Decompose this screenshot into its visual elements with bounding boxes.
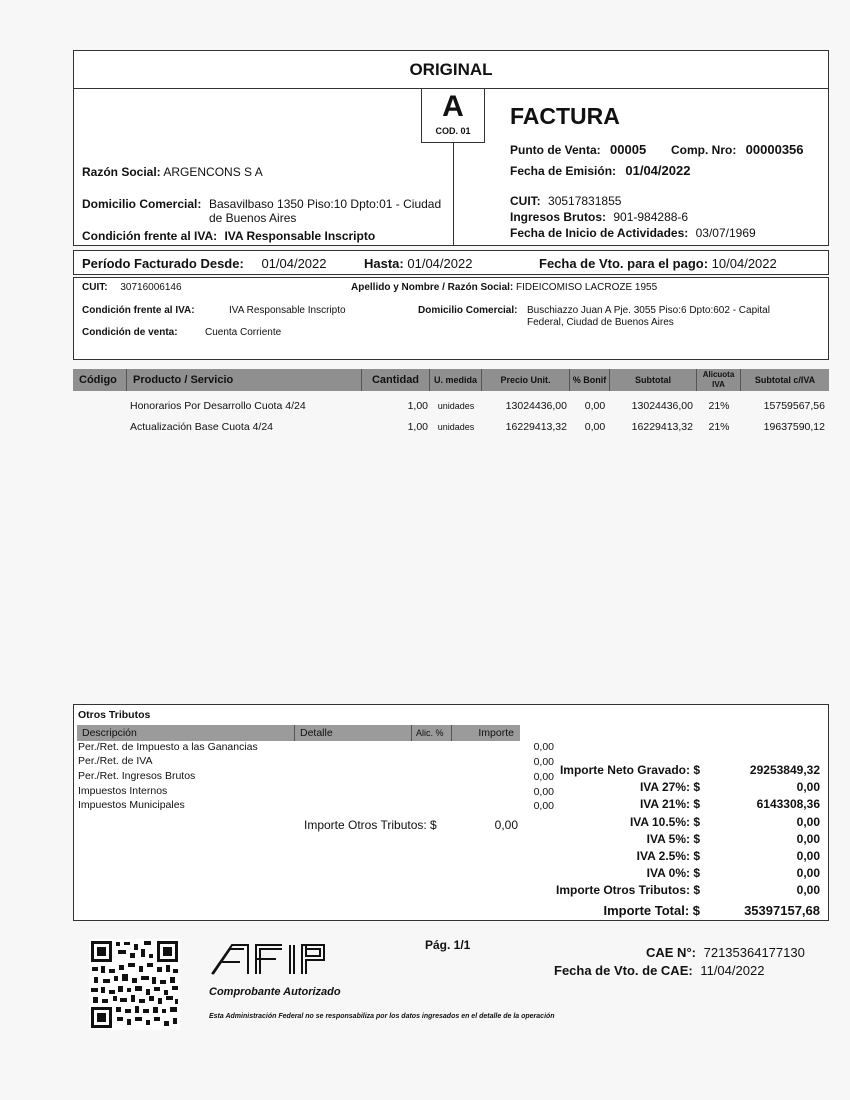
qr-code-icon xyxy=(89,939,180,1030)
item-umedida: unidades xyxy=(437,401,475,411)
condicion-venta: Cuenta Corriente xyxy=(205,327,282,338)
afip-logo-svg xyxy=(210,942,328,976)
client-iva: IVA Responsable Inscripto xyxy=(229,305,346,316)
comprobante-autorizado: Comprobante Autorizado xyxy=(209,986,341,998)
total-value: 0,00 xyxy=(796,815,820,829)
col-cantidad: Cantidad xyxy=(362,369,430,391)
letter: A xyxy=(442,90,464,123)
item-umedida: unidades xyxy=(437,422,475,432)
doc-type: FACTURA xyxy=(510,103,620,129)
list-item: Per./Ret. Ingresos Brutos xyxy=(78,770,196,782)
item-bonif: 0,00 xyxy=(584,421,606,433)
list-item: Per./Ret. de Impuesto a las Ganancias xyxy=(78,741,258,753)
tributos-col-descripcion: Descripción xyxy=(77,725,295,741)
domicilio-value: Basavilbaso 1350 Piso:10 Dpto:01 - Ciudad de Buenos Aires xyxy=(209,197,442,225)
total-label: IVA 21%: $ xyxy=(639,797,700,811)
qr-code-svg xyxy=(89,939,180,1030)
period-bar xyxy=(73,250,829,275)
col-bonif: % Bonif xyxy=(570,369,610,391)
col-alicuota: Alicuota IVA xyxy=(697,369,741,391)
item-subtotal: 16229413,32 xyxy=(631,421,693,433)
letter-box xyxy=(421,89,485,143)
punto-venta: Punto de Venta: 00005 xyxy=(510,142,647,157)
total-label: IVA 5%: $ xyxy=(646,832,700,846)
item-cantidad: 1,00 xyxy=(407,400,428,412)
cae: CAE N°: 72135364177130 xyxy=(646,945,805,960)
item-subtotal-iva: 15759567,56 xyxy=(763,400,825,412)
iva-condicion: Condición frente al IVA: IVA Responsable Inscripto xyxy=(82,229,376,243)
client-cuit: CUIT: 30716006146 xyxy=(82,282,182,293)
total-label: Importe Otros Tributos: $ xyxy=(555,883,700,897)
total-value: 0,00 xyxy=(796,849,820,863)
total-label: IVA 0%: $ xyxy=(646,866,700,880)
inicio-actividades: Fecha de Inicio de Actividades: 03/07/1969 xyxy=(510,226,756,240)
otros-tributos-total-label: Importe Otros Tributos: $ xyxy=(304,818,437,832)
item-bonif: 0,00 xyxy=(584,400,606,412)
issuer-box xyxy=(73,88,829,246)
total-value: 0,00 xyxy=(796,832,820,846)
cae-vto: Fecha de Vto. de CAE: 11/04/2022 xyxy=(554,963,765,978)
total-value: 0,00 xyxy=(796,866,820,880)
item-subtotal: 13024436,00 xyxy=(631,400,693,412)
pagina: Pág. 1/1 xyxy=(425,938,471,952)
total-label: IVA 10.5%: $ xyxy=(629,815,700,829)
issuer-divider xyxy=(453,143,454,246)
col-precio: Precio Unit. xyxy=(482,369,570,391)
list-item: Impuestos Internos xyxy=(78,785,168,797)
fecha-emision: Fecha de Emisión: 01/04/2022 xyxy=(510,163,691,178)
col-codigo: Código xyxy=(73,369,127,391)
item-subtotal-iva: 19637590,12 xyxy=(763,421,825,433)
copy-label-box xyxy=(73,50,829,89)
tributos-col-detalle: Detalle xyxy=(295,725,412,741)
disclaimer: Esta Administración Federal no se responsabiliza por los datos ingresados en el detalle de la operación xyxy=(209,1013,555,1020)
razon-social: Razón Social: ARGENCONS S A xyxy=(82,165,263,179)
client-nombre: Apellido y Nombre / Razón Social: FIDEICOMISO LACROZE 1955 xyxy=(351,282,658,293)
client-domicilio-label: Domicilio Comercial: xyxy=(418,305,518,316)
total-label: IVA 2.5%: $ xyxy=(636,849,700,863)
item-alicuota: 21% xyxy=(708,400,730,412)
total-value: 29253849,32 xyxy=(749,763,820,777)
item-cantidad: 1,00 xyxy=(407,421,428,433)
client-iva-label: Condición frente al IVA: xyxy=(82,305,195,316)
tributo-importe: 0,00 xyxy=(533,741,554,753)
client-box xyxy=(73,277,829,360)
list-item: Impuestos Municipales xyxy=(78,799,185,811)
client-domicilio: Buschiazzo Juan A Pje. 3055 Piso:6 Dpto:602 - Capital Federal, Ciudad de Buenos Aires xyxy=(527,305,770,328)
copy-label: ORIGINAL xyxy=(409,60,493,79)
item-precio: 16229413,32 xyxy=(505,421,567,433)
tributos-header xyxy=(77,725,520,741)
periodo-hasta: Hasta: 01/04/2022 xyxy=(364,256,473,271)
otros-tributos-total: 0,00 xyxy=(494,818,518,832)
importe-total-label: Importe Total: $ xyxy=(603,903,700,918)
fecha-vto-pago: Fecha de Vto. para el pago: 10/04/2022 xyxy=(539,256,777,271)
domicilio-label: Domicilio Comercial: xyxy=(82,197,202,211)
table-row xyxy=(73,400,829,416)
item-precio: 13024436,00 xyxy=(505,400,567,412)
total-value: 0,00 xyxy=(796,780,820,794)
periodo-desde: Período Facturado Desde: 01/04/2022 xyxy=(82,256,327,271)
letter-code: COD. 01 xyxy=(435,126,471,136)
total-value: 6143308,36 xyxy=(756,797,820,811)
comp-nro: Comp. Nro: 00000356 xyxy=(671,142,804,157)
total-value: 0,00 xyxy=(796,883,820,897)
tributo-importe: 0,00 xyxy=(533,756,554,768)
item-alicuota: 21% xyxy=(708,421,730,433)
item-producto: Actualización Base Cuota 4/24 xyxy=(130,421,274,433)
col-subtotal-iva: Subtotal c/IVA xyxy=(741,369,829,391)
ingresos-brutos: Ingresos Brutos: 901-984288-6 xyxy=(510,210,689,224)
total-label: IVA 27%: $ xyxy=(639,780,700,794)
item-producto: Honorarios Por Desarrollo Cuota 4/24 xyxy=(130,400,306,412)
afip-logo xyxy=(210,942,328,981)
importe-total: 35397157,68 xyxy=(744,903,820,918)
total-label: Importe Neto Gravado: $ xyxy=(559,763,700,777)
tributo-importe: 0,00 xyxy=(533,800,554,812)
condicion-venta-label: Condición de venta: xyxy=(82,327,178,338)
list-item: Per./Ret. de IVA xyxy=(78,755,153,767)
issuer-cuit: CUIT: 30517831855 xyxy=(510,194,622,208)
col-subtotal: Subtotal xyxy=(610,369,697,391)
otros-tributos-title: Otros Tributos xyxy=(78,709,151,721)
tributos-col-importe: Importe xyxy=(452,725,520,741)
col-producto: Producto / Servicio xyxy=(127,369,362,391)
tributo-importe: 0,00 xyxy=(533,771,554,783)
tributos-totals-box xyxy=(73,704,829,921)
tributo-importe: 0,00 xyxy=(533,786,554,798)
items-header xyxy=(73,369,829,391)
table-row xyxy=(73,421,829,437)
tributos-col-alic: Alic. % xyxy=(412,725,452,741)
col-umedida: U. medida xyxy=(430,369,482,391)
